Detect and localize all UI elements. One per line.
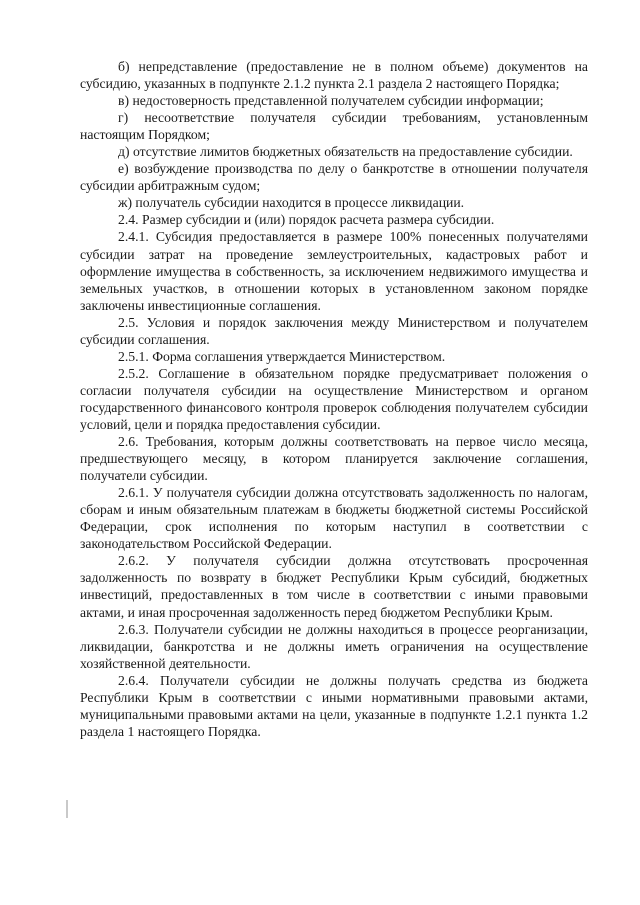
paragraph-2-6-3: 2.6.3. Получатели субсидии не должны находиться в процессе реорганизации, ликвидации, банкротства и не должны иметь ограничения на осуществление хозяйственной деятельности. — [80, 621, 588, 671]
section-2-5-heading: 2.5. Условия и порядок заключения между Министерством и получателем субсидии соглашения. — [80, 314, 588, 347]
paragraph-item-b: б) непредставление (предоставление не в полном объеме) документов на субсидию, указанных в подпункте 2.1.2 пункта 2.1 раздела 2 настоящего Порядка; — [80, 59, 588, 92]
document-body — [80, 58, 588, 740]
paragraph-item-g: г) несоответствие получателя субсидии требованиям, установленным настоящим Порядком; — [80, 110, 588, 143]
paragraph-item-e: е) возбуждение производства по делу о банкротстве в отношении получателя субсидии арбитражным судом; — [80, 161, 588, 194]
section-2-6-heading: 2.6. Требования, которым должны соответствовать на первое число месяца, предшествующего месяцу, в котором планируется заключение соглашения, получатели субсидии. — [80, 434, 588, 484]
paragraph-item-zh: ж) получатель субсидии находится в процессе ликвидации. — [118, 195, 465, 211]
paragraph-item-v: в) недостоверность представленной получателем субсидии информации; — [118, 93, 544, 109]
section-2-4-heading: 2.4. Размер субсидии и (или) порядок расчета размера субсидии. — [118, 212, 495, 228]
paragraph-2-5-1: 2.5.1. Форма соглашения утверждается Министерством. — [118, 348, 446, 364]
paragraph-item-d: д) отсутствие лимитов бюджетных обязательств на предоставление субсидии. — [118, 144, 573, 160]
paragraph-2-6-4: 2.6.4. Получатели субсидии не должны получать средства из бюджета Республики Крым в соответствии с иными нормативными правовыми актами, муниципальными правовыми актами на цели, указанные в подпункте 1.2.1 пункта 1.2 раздела 1 настоящего Порядка. — [80, 672, 588, 739]
scan-margin-mark — [66, 800, 68, 818]
paragraph-2-5-2: 2.5.2. Соглашение в обязательном порядке предусматривает положения о согласии получателя субсидии на осуществление Министерством и органом государственного финансового контроля проверок соблюдения получателем субсидии условий, цели и порядка предоставления субсидии. — [80, 365, 588, 432]
paragraph-2-6-1: 2.6.1. У получателя субсидии должна отсутствовать задолженность по налогам, сборам и иным обязательным платежам в бюджеты бюджетной системы Российской Федерации, срок исполнения по которым наступил в соответствии с законодательством Российской Федерации. — [80, 485, 588, 552]
paragraph-2-4-1: 2.4.1. Субсидия предоставляется в размере 100% понесенных получателями субсидии затрат на проведение землеустроительных, кадастровых работ и оформление имущества в собственность, за исключением недвижимого имущества и земельных участков, в отношении которых в установленном законом порядке заключены инвестиционные соглашения. — [80, 229, 588, 313]
paragraph-2-6-2: 2.6.2. У получателя субсидии должна отсутствовать просроченная задолженность по возврату в бюджет Республики Крым субсидий, бюджетных инвестиций, предоставленных в том числе в соответствии с иными правовыми актами, и иная просроченная задолженность перед бюджетом Республики Крым. — [80, 553, 588, 620]
